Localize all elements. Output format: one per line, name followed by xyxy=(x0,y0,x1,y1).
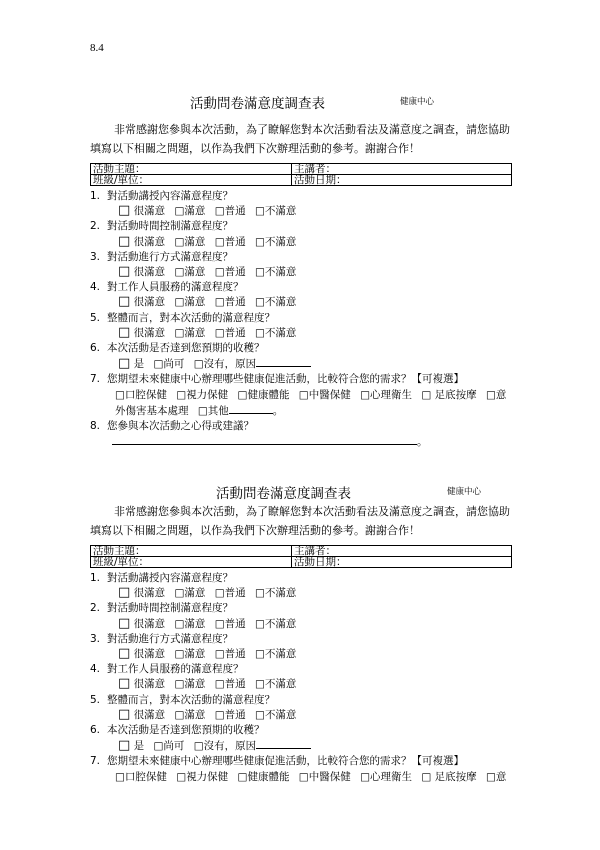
rating-options[interactable]: □ 很滿意 □滿意 □普通 □不滿意 xyxy=(118,585,297,601)
rating-options[interactable]: □ 很滿意 □滿意 □普通 □不滿意 xyxy=(118,233,297,249)
checkbox-icon[interactable]: □ xyxy=(237,388,248,401)
checkbox-icon[interactable]: □ xyxy=(214,266,225,279)
checkbox-icon[interactable]: □ xyxy=(360,770,370,783)
checkbox-icon[interactable]: □ xyxy=(214,708,225,721)
checkbox-icon[interactable]: □ xyxy=(214,235,225,248)
checkbox-icon[interactable]: □ xyxy=(214,326,225,339)
reason-blank[interactable] xyxy=(256,356,311,367)
checkbox-icon[interactable]: □ xyxy=(153,358,164,371)
rating-options[interactable]: □ 很滿意 □滿意 □普通 □不滿意 xyxy=(118,324,297,340)
checkbox-icon[interactable]: □ xyxy=(118,294,131,310)
checkbox-icon[interactable]: □ xyxy=(255,617,265,630)
checkbox-icon[interactable]: □ xyxy=(214,587,225,600)
checkbox-icon[interactable]: □ xyxy=(255,296,265,309)
checkbox-icon[interactable]: □ xyxy=(214,648,225,661)
checkbox-icon[interactable]: □ xyxy=(214,617,225,630)
checkbox-icon[interactable]: □ xyxy=(118,706,131,722)
checkbox-icon[interactable]: □ xyxy=(118,585,131,601)
question-6: 6. 本次活動是否達到您預期的收穫？ xyxy=(90,342,265,355)
checkbox-icon[interactable]: □ xyxy=(255,326,265,339)
other-blank[interactable] xyxy=(229,403,273,414)
question-6: 6. 本次活動是否達到您預期的收穫？ xyxy=(90,724,265,737)
checkbox-icon[interactable]: □ xyxy=(118,356,131,372)
checkbox-icon[interactable]: □ xyxy=(197,404,208,417)
question-7: 7. 您期望未來健康中心辦理哪些健康促進活動，比較符合您的需求？【可複選】 xyxy=(90,755,464,768)
rating-options[interactable]: □ 很滿意 □滿意 □普通 □不滿意 xyxy=(118,676,297,692)
checkbox-icon[interactable]: □ xyxy=(174,266,185,279)
class-unit-field[interactable]: 班級/單位： xyxy=(91,175,292,186)
checkbox-icon[interactable]: □ xyxy=(174,678,185,691)
suggestion-line[interactable]: 。 xyxy=(90,434,515,450)
checkbox-icon[interactable]: □ xyxy=(174,587,185,600)
checkbox-icon[interactable]: □ xyxy=(118,615,131,631)
rating-options[interactable]: □ 很滿意 □滿意 □普通 □不滿意 xyxy=(118,264,297,280)
survey-form-bottom xyxy=(90,482,515,785)
rating-options[interactable]: □ 很滿意 □滿意 □普通 □不滿意 xyxy=(118,615,297,631)
checkbox-icon[interactable]: □ xyxy=(118,738,131,754)
checkbox-icon[interactable]: □ xyxy=(214,205,225,218)
checkbox-icon[interactable]: □ xyxy=(174,235,185,248)
checkbox-icon[interactable]: □ xyxy=(193,358,204,371)
checkbox-icon[interactable]: □ xyxy=(360,388,370,401)
checkbox-icon[interactable]: □ xyxy=(115,388,125,401)
rating-options[interactable]: □ 很滿意 □滿意 □普通 □不滿意 xyxy=(118,203,297,219)
checkbox-icon[interactable]: □ xyxy=(214,678,225,691)
suggestion-blank[interactable] xyxy=(112,434,417,445)
question-4: 4. 對工作人員服務的滿意程度？ xyxy=(90,663,244,676)
checkbox-icon[interactable]: □ xyxy=(174,708,185,721)
checkbox-icon[interactable]: □ xyxy=(176,770,187,783)
intro-paragraph: 非常感謝您參與本次活動，為了瞭解您對本次活動看法及滿意度之調查，請您協助填寫以下相關之問題，以作為我們下次辦理活動的參考。謝謝合作！ xyxy=(90,505,510,537)
question-2: 2. 對活動時間控制滿意程度？ xyxy=(90,602,233,615)
question-2: 2. 對活動時間控制滿意程度？ xyxy=(90,220,233,233)
topic-options[interactable]: □口腔保健 □視力保健 □健康體能 □中醫保健 □心理衛生 □ 足底按摩 □意 xyxy=(115,770,507,783)
checkbox-icon[interactable]: □ xyxy=(214,296,225,309)
activity-date-field[interactable]: 活動日期： xyxy=(292,557,512,568)
department-label: 健康中心 xyxy=(447,487,482,497)
checkbox-icon[interactable]: □ xyxy=(255,205,265,218)
checkbox-icon[interactable]: □ xyxy=(174,617,185,630)
survey-form-top xyxy=(90,92,515,450)
info-table xyxy=(90,163,512,186)
class-unit-field[interactable]: 班級/單位： xyxy=(91,557,292,568)
intro-paragraph: 非常感謝您參與本次活動，為了瞭解您對本次活動看法及滿意度之調查，請您協助填寫以下相關之問題，以作為我們下次辦理活動的參考。謝謝合作！ xyxy=(90,123,510,155)
checkbox-icon[interactable]: □ xyxy=(174,326,185,339)
activity-date-field[interactable]: 活動日期： xyxy=(292,175,512,186)
expectation-options[interactable]: □ 是 □尚可 □沒有，原因 xyxy=(90,356,515,372)
checkbox-icon[interactable]: □ xyxy=(255,678,265,691)
checkbox-icon[interactable]: □ xyxy=(237,770,248,783)
speaker-field[interactable]: 主講者： xyxy=(292,164,512,175)
topic-options[interactable]: □口腔保健 □視力保健 □健康體能 □中醫保健 □心理衛生 □ 足底按摩 □意外傷害基本處理 □其他 。 xyxy=(115,388,507,417)
checkbox-icon[interactable]: □ xyxy=(115,770,125,783)
checkbox-icon[interactable]: □ xyxy=(485,388,496,401)
question-5: 5. 整體而言，對本次活動的滿意程度？ xyxy=(90,311,275,324)
question-3: 3. 對活動進行方式滿意程度？ xyxy=(90,632,233,645)
question-4: 4. 對工作人員服務的滿意程度？ xyxy=(90,281,244,294)
question-3: 3. 對活動進行方式滿意程度？ xyxy=(90,250,233,263)
form-title: 活動問卷滿意度調查表 xyxy=(216,486,351,502)
checkbox-icon[interactable]: □ xyxy=(118,264,131,280)
checkbox-icon[interactable]: □ xyxy=(421,388,432,401)
speaker-field[interactable]: 主講者： xyxy=(292,546,512,557)
checkbox-icon[interactable]: □ xyxy=(176,388,187,401)
rating-options[interactable]: □ 很滿意 □滿意 □普通 □不滿意 xyxy=(118,294,297,310)
checkbox-icon[interactable]: □ xyxy=(255,587,265,600)
question-5: 5. 整體而言，對本次活動的滿意程度？ xyxy=(90,693,275,706)
checkbox-icon[interactable]: □ xyxy=(118,646,131,662)
form-title: 活動問卷滿意度調查表 xyxy=(190,96,325,112)
activity-topic-field[interactable]: 活動主題： xyxy=(91,546,292,557)
checkbox-icon[interactable]: □ xyxy=(118,203,131,219)
checkbox-icon[interactable]: □ xyxy=(174,648,185,661)
activity-topic-field[interactable]: 活動主題： xyxy=(91,164,292,175)
question-1: 1. 對活動講授內容滿意程度？ xyxy=(90,572,233,584)
rating-options[interactable]: □ 很滿意 □滿意 □普通 □不滿意 xyxy=(118,706,297,722)
checkbox-icon[interactable]: □ xyxy=(298,388,309,401)
page-number: 8.4 xyxy=(90,42,104,54)
checkbox-icon[interactable]: □ xyxy=(174,205,185,218)
checkbox-icon[interactable]: □ xyxy=(255,708,265,721)
info-table xyxy=(90,545,512,568)
question-8: 8. 您參與本次活動之心得或建議？ xyxy=(90,420,254,433)
question-1: 1. 對活動講授內容滿意程度？ xyxy=(90,190,233,202)
checkbox-icon[interactable]: □ xyxy=(255,235,265,248)
expectation-options[interactable]: □ 是 □尚可 □沒有，原因 xyxy=(90,738,515,754)
checkbox-icon[interactable]: □ xyxy=(153,740,164,753)
checkbox-icon[interactable]: □ xyxy=(174,296,185,309)
checkbox-icon[interactable]: □ xyxy=(255,266,265,279)
department-label: 健康中心 xyxy=(400,97,435,107)
checkbox-icon[interactable]: □ xyxy=(255,648,265,661)
rating-options[interactable]: □ 很滿意 □滿意 □普通 □不滿意 xyxy=(118,646,297,662)
checkbox-icon[interactable]: □ xyxy=(118,233,131,249)
checkbox-icon[interactable]: □ xyxy=(118,324,131,340)
checkbox-icon[interactable]: □ xyxy=(485,770,496,783)
checkbox-icon[interactable]: □ xyxy=(298,770,309,783)
checkbox-icon[interactable]: □ xyxy=(421,770,432,783)
checkbox-icon[interactable]: □ xyxy=(193,740,204,753)
reason-blank[interactable] xyxy=(256,738,311,749)
question-7: 7. 您期望未來健康中心辦理哪些健康促進活動，比較符合您的需求？【可複選】 xyxy=(90,373,464,386)
checkbox-icon[interactable]: □ xyxy=(118,676,131,692)
